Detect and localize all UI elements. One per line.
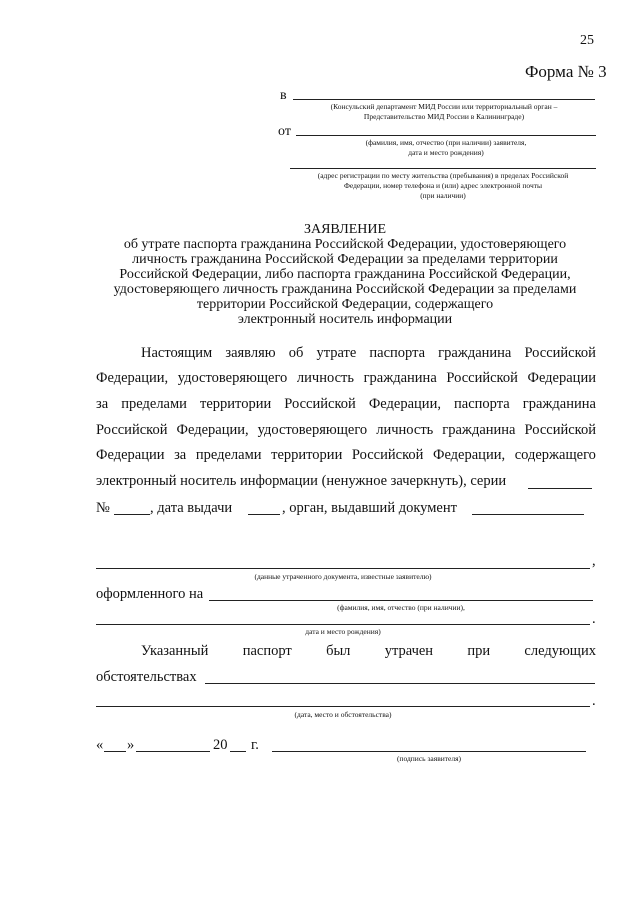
date-day-field[interactable] xyxy=(104,751,126,752)
date-open-quote: « xyxy=(96,737,104,753)
circumstances-field-2[interactable] xyxy=(96,706,590,707)
address-field[interactable] xyxy=(290,168,596,169)
circumstances-label: обстоятельствах xyxy=(96,669,197,685)
date-close-quote: » xyxy=(127,737,135,753)
circumstances-field[interactable] xyxy=(205,683,595,684)
to-prefix: в xyxy=(280,88,287,103)
from-applicant-field[interactable] xyxy=(296,135,596,136)
form-label: Форма № 3 xyxy=(525,62,607,81)
body-line-6: электронный носитель информации (ненужное зачеркнуть), серии xyxy=(96,473,507,489)
issued-to-hint: (фамилия, имя, отчество (при наличии), xyxy=(337,603,465,612)
page-number: 25 xyxy=(580,33,594,48)
number-field[interactable] xyxy=(114,514,150,515)
body-line-3: за пределами территории Российской Федерации, паспорта гражданина xyxy=(96,396,596,412)
date-year-suffix: г. xyxy=(251,737,259,753)
circumstances-line: Указанный паспорт был утрачен при следующих xyxy=(141,643,596,659)
number-label: № xyxy=(96,500,110,516)
body-line-5: Федерации за пределами территории Российской Федерации, содержащего xyxy=(96,447,596,463)
from-hint: (фамилия, имя, отчество (при наличии) заявителя, дата и место рождения) xyxy=(365,138,527,157)
issued-to-field[interactable] xyxy=(209,600,593,601)
signature-hint: (подпись заявителя) xyxy=(396,754,462,763)
address-hint: (адрес регистрации по месту жительства (пребывания) в пределах Российской Федерации, номер телефона и (или) адрес электронной почты (при наличии) xyxy=(317,171,569,200)
date-year-field[interactable] xyxy=(230,751,246,752)
issued-to-label: оформленного на xyxy=(96,586,204,602)
body-line-1: Настоящим заявляю об утрате паспорта гражданина Российской xyxy=(141,345,596,361)
circumstances-dot: . xyxy=(592,693,596,709)
issue-date-label: , дата выдачи xyxy=(150,500,233,516)
from-prefix: от xyxy=(278,124,291,139)
document-subtitle: об утрате паспорта гражданина Российской Федерации, удостоверяющего личность гражданина Российской Федерации за пределами территории Российской Федерации, либо паспорта гражданина Российской Федерации, удостоверяющего личность гражданина Российской Федерации за пределами территории Российской Федерации, содержащего электронный носитель информации xyxy=(113,237,577,327)
to-recipient-field[interactable] xyxy=(293,99,595,100)
issuing-authority-label: , орган, выдавший документ xyxy=(282,500,457,516)
signature-field[interactable] xyxy=(272,751,586,752)
body-line-4: Российской Федерации, удостоверяющего личность гражданина Российской xyxy=(96,422,596,438)
issued-to-hint-2: дата и место рождения) xyxy=(305,627,381,636)
document-title: ЗАЯВЛЕНИЕ xyxy=(303,222,387,237)
issuing-authority-field[interactable] xyxy=(472,514,584,515)
series-field[interactable] xyxy=(528,488,592,489)
body-line-2: Федерации, удостоверяющего личность гражданина Российской Федерации xyxy=(96,370,596,386)
date-year-prefix: 20 xyxy=(213,737,228,753)
issued-to-field-2[interactable] xyxy=(96,624,590,625)
issue-date-field[interactable] xyxy=(248,514,280,515)
lost-document-comma: , xyxy=(592,553,596,569)
date-month-field[interactable] xyxy=(136,751,210,752)
to-hint: (Консульский департамент МИД России или территориальный орган – Представительство МИД России в Калининграде) xyxy=(330,102,558,121)
issued-to-dot: . xyxy=(592,611,596,627)
lost-document-hint: (данные утраченного документа, известные заявителю) xyxy=(254,572,432,581)
circumstances-hint: (дата, место и обстоятельства) xyxy=(294,710,392,719)
lost-document-field[interactable] xyxy=(96,568,590,569)
